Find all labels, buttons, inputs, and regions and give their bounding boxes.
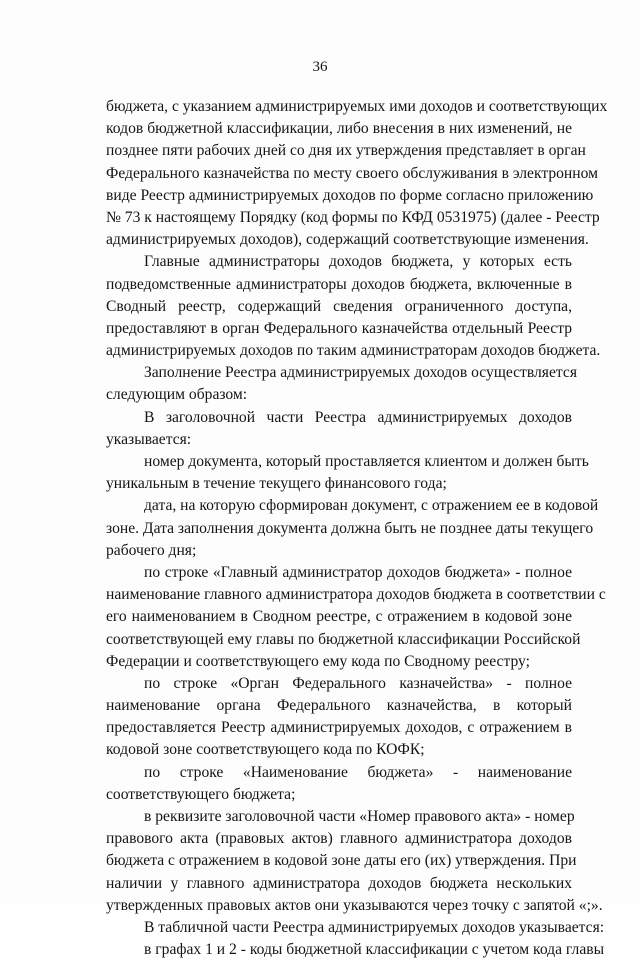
text-line: его наименованием в Сводном реестре, с отражением в кодовой зоне	[106, 608, 572, 626]
text-line: рабочего дня;	[106, 541, 197, 559]
text-line: кодов бюджетной классификации, либо внесения в них изменений, не	[106, 120, 572, 138]
document-body	[106, 96, 608, 961]
text-line: бюджета, с указанием администрируемых ими доходов и соответствующих	[106, 98, 608, 115]
text-line: Сводный реестр, содержащий сведения ограниченного доступа,	[106, 297, 572, 315]
text-line: Федерации и соответствующего ему кода по Сводному реестру;	[106, 652, 530, 670]
text-line: по строке «Орган Федерального казначейства» - полное	[144, 674, 572, 692]
text-line: в графах 1 и 2 - коды бюджетной классификации с учетом кода главы	[144, 941, 605, 959]
text-line: позднее пяти рабочих дней со дня их утверждения представляет в орган	[106, 142, 586, 160]
text-line: В табличной части Реестра администрируемых доходов указывается:	[144, 918, 605, 936]
text-line: Главные администраторы доходов бюджета, у которых есть	[144, 253, 572, 271]
text-line: В заголовочной части Реестра администрируемых доходов	[144, 408, 572, 426]
text-line: по строке «Наименование бюджета» - наименование	[144, 763, 572, 781]
text-line: виде Реестр администрируемых доходов по форме согласно приложению	[106, 186, 594, 204]
text-line: Федерального казначейства по месту своего обслуживания в электронном	[106, 164, 598, 182]
text-line: соответствующей ему главы по бюджетной классификации Российской	[106, 630, 581, 648]
text-line: № 73 к настоящему Порядку (код формы по КФД 0531975) (далее - Реестр	[106, 208, 600, 226]
text-line: в реквизите заголовочной части «Номер правового акта» - номер	[144, 808, 575, 825]
text-line: следующим образом:	[106, 386, 248, 404]
text-line: уникальным в течение текущего финансового года;	[106, 475, 447, 493]
text-line: администрируемых доходов по таким администраторам доходов бюджета.	[106, 342, 601, 360]
text-line: указывается:	[106, 430, 192, 448]
text-line: соответствующего бюджета;	[106, 785, 296, 803]
text-line: бюджета с отражением в кодовой зоне даты его (их) утверждения. При	[106, 852, 577, 870]
text-line: предоставляется Реестр администрируемых доходов, с отражением в	[106, 719, 572, 737]
text-line: зоне. Дата заполнения документа должна быть не позднее даты текущего	[106, 519, 594, 537]
text-line: правового акта (правовых актов) главного администратора доходов	[106, 830, 572, 848]
text-line: наличии у главного администратора доходов бюджета нескольких	[106, 874, 572, 892]
page-number: 36	[312, 59, 328, 75]
text-line: администрируемых доходов), содержащий соответствующие изменения.	[106, 231, 589, 249]
text-line: кодовой зоне соответствующего кода по КОФК;	[106, 741, 425, 759]
text-line: утвержденных правовых актов они указываются через точку с запятой «;».	[106, 896, 603, 914]
text-line: предоставляют в орган Федерального казначейства отдельный Реестр	[106, 319, 572, 337]
text-line: подведомственные администраторы доходов бюджета, включенные в	[106, 275, 572, 293]
text-line: дата, на которую сформирован документ, с отражением ее в кодовой	[144, 497, 599, 515]
text-line: номер документа, который проставляется клиентом и должен быть	[144, 453, 589, 470]
text-line: наименование главного администратора доходов бюджета в соответствии с	[106, 586, 606, 604]
text-line: по строке «Главный администратор доходов бюджета» - полное	[144, 563, 572, 581]
text-line: наименование органа Федерального казначейства, в который	[106, 697, 572, 715]
text-line: Заполнение Реестра администрируемых доходов осуществляется	[144, 364, 578, 382]
